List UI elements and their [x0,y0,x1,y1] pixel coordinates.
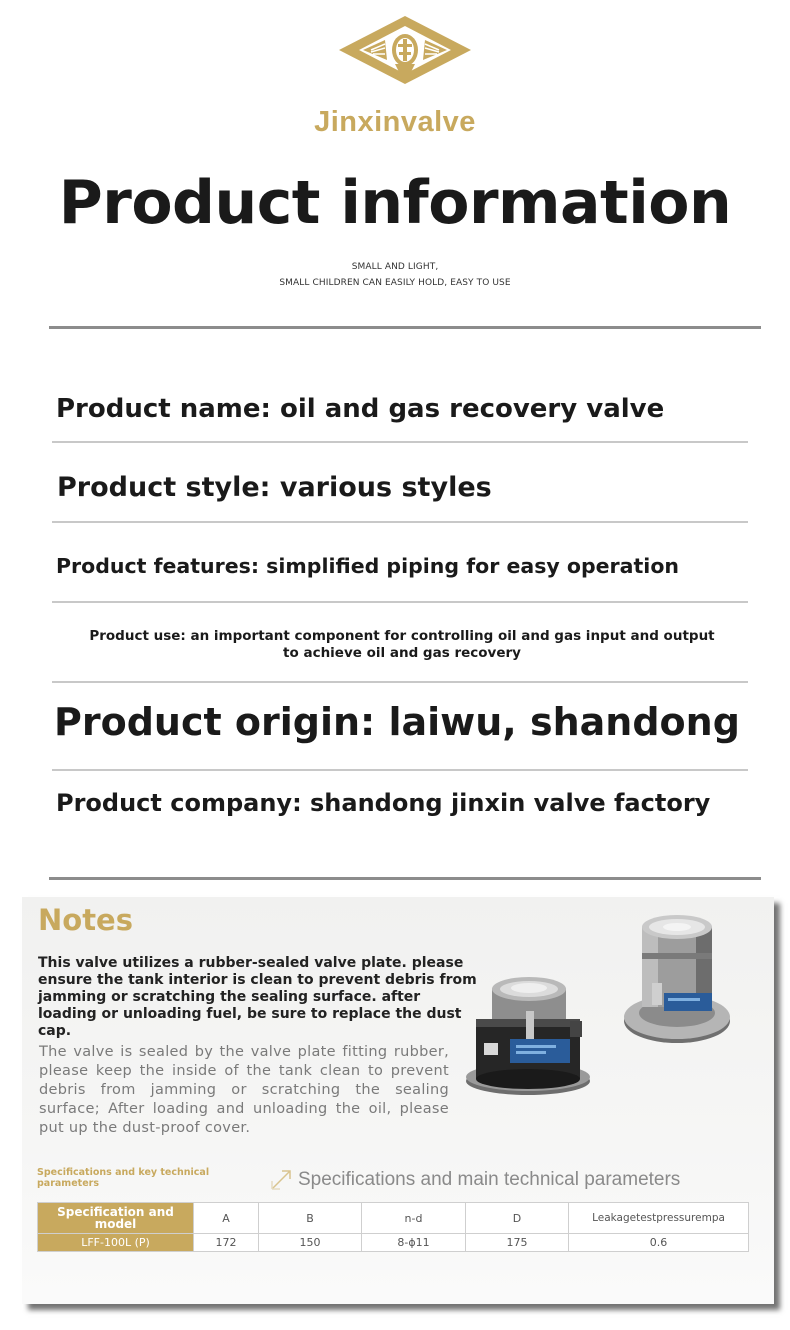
notes-bold-text: This valve utilizes a rubber-sealed valve plate. please ensure the tank interior is clean to prevent debris from jamming or scratching the sealing surface. after loading or unloading fuel, be sure to replace the dust cap. [38,955,477,1039]
notes-light-text: The valve is sealed by the valve plate fitting rubber, please keep the inside of the tank clean to prevent debris from jamming or scratching the sealing surface; After loading and unloading the oil, please put up the dust-proof cover. [39,1044,449,1136]
spec-header-leakage: Leakagetestpressurempa [569,1203,749,1234]
section-divider-bottom [49,877,761,880]
notes-panel [22,897,774,1304]
product-name: Product name: oil and gas recovery valve [56,394,665,424]
spec-header-b: B [259,1203,362,1234]
spec-table-header-row [38,1203,749,1234]
row-divider [52,441,748,443]
page-title: Product information [58,168,732,238]
spec-header-nd: n-d [362,1203,466,1234]
row-divider [52,521,748,523]
valve-black-body-image [462,959,602,1103]
corner-arrow-icon [268,1167,294,1193]
row-divider [52,681,748,683]
product-company: Product company: shandong jinxin valve factory [56,789,711,817]
spec-value-model: LFF-100L (P) [38,1234,194,1252]
spec-value-a: 172 [194,1234,259,1252]
spec-value-d: 175 [466,1234,569,1252]
spec-table-row [38,1234,749,1252]
subtitle-line-1: SMALL AND LIGHT, [351,262,439,272]
subtitle-line-2: SMALL CHILDREN CAN EASILY HOLD, EASY TO USE [279,278,511,288]
row-divider [52,601,748,603]
spec-big-title: Specifications and main technical parameters [298,1169,681,1190]
spec-table [37,1202,749,1252]
spec-small-title: Specifications and key technical parameters [37,1167,210,1189]
spec-header-model: Specification and model [38,1203,194,1234]
spec-value-leakage: 0.6 [569,1234,749,1252]
valve-silver-body-image [622,909,732,1047]
spec-value-b: 150 [259,1234,362,1252]
brand-name: Jinxinvalve [314,106,476,138]
product-origin: Product origin: laiwu, shandong [54,700,740,744]
product-use [52,628,752,662]
winged-shield-logo-icon [337,14,473,86]
product-use-line-2: to achieve oil and gas recovery [283,645,521,661]
spec-header-a: A [194,1203,259,1234]
product-features: Product features: simplified piping for easy operation [56,554,680,578]
spec-value-nd: 8-ϕ11 [362,1234,466,1252]
spec-header-d: D [466,1203,569,1234]
product-use-line-1: Product use: an important component for controlling oil and gas input and output [89,628,715,644]
section-divider-top [49,326,761,329]
product-style: Product style: various styles [57,472,492,503]
notes-title: Notes [38,903,133,937]
row-divider [52,769,748,771]
